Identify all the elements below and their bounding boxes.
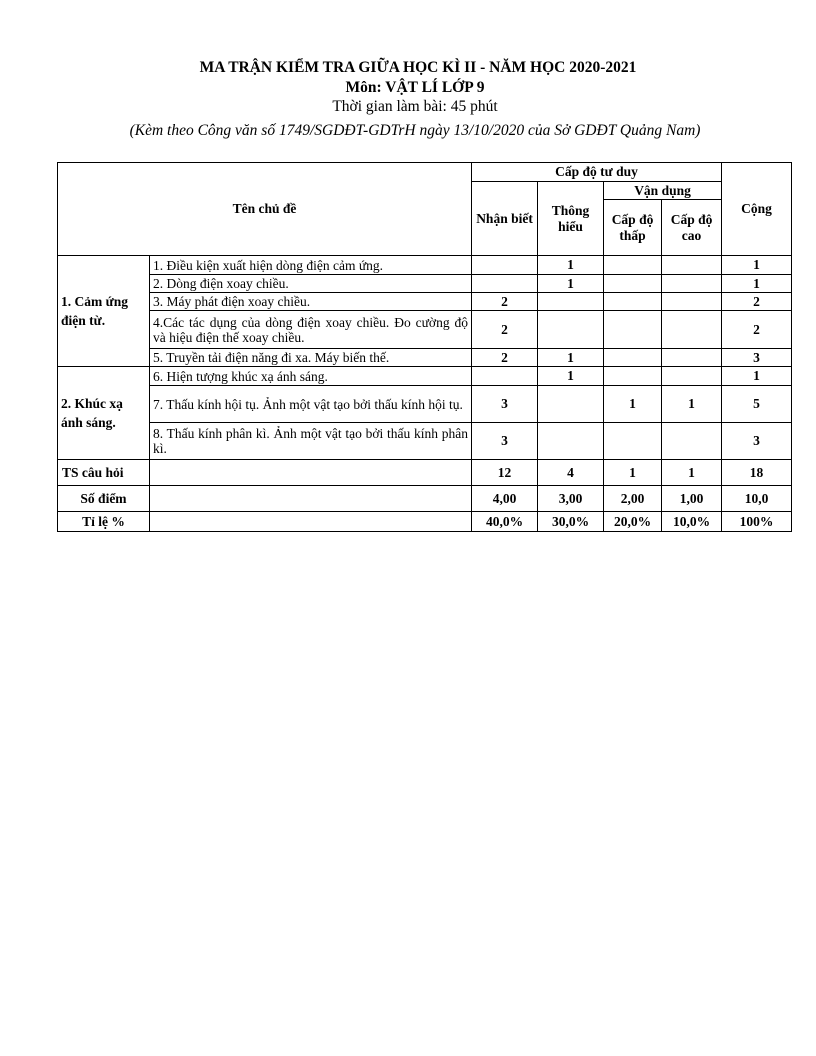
subtopic-label: 5. Truyền tải điện năng đi xa. Máy biến thế. xyxy=(150,349,472,367)
subtopic-label: 1. Điều kiện xuất hiện dòng điện cảm ứng. xyxy=(150,256,472,275)
header-apply: Vận dụng xyxy=(604,182,722,200)
cell-apply-high xyxy=(662,311,722,349)
document-title: MA TRẬN KIỂM TRA GIỮA HỌC KÌ II - NĂM HỌC 2020-2021 xyxy=(199,59,637,76)
cell-apply-low xyxy=(604,423,662,460)
cell-recognize: 3 xyxy=(472,386,538,423)
cell-apply-low: 2,00 xyxy=(604,486,662,512)
summary-label: Số điểm xyxy=(58,486,150,512)
cell-recognize: 2 xyxy=(472,349,538,367)
cell-apply-high xyxy=(662,349,722,367)
cell-apply-high: 1,00 xyxy=(662,486,722,512)
cell-apply-high xyxy=(662,293,722,311)
subject-line: Môn: VẬT LÍ LỚP 9 xyxy=(345,79,485,96)
subtopic-label: 3. Máy phát điện xoay chiều. xyxy=(150,293,472,311)
subtopic-label: 6. Hiện tượng khúc xạ ánh sáng. xyxy=(150,367,472,386)
header-total: Cộng xyxy=(722,163,792,256)
cell-understand: 3,00 xyxy=(538,486,604,512)
cell-total: 1 xyxy=(722,367,792,386)
cell-total: 2 xyxy=(722,293,792,311)
header-recognize: Nhận biết xyxy=(472,182,538,256)
cell-total: 3 xyxy=(722,349,792,367)
table-row xyxy=(58,423,792,460)
cell-recognize xyxy=(472,367,538,386)
table-row xyxy=(58,311,792,349)
summary-label: Tỉ lệ % xyxy=(58,512,150,532)
cell-apply-low xyxy=(604,293,662,311)
cell-understand: 1 xyxy=(538,275,604,293)
cell-apply-high xyxy=(662,275,722,293)
cell-apply-low: 1 xyxy=(604,386,662,423)
cell-total: 18 xyxy=(722,460,792,486)
cell-total: 10,0 xyxy=(722,486,792,512)
cell-recognize: 12 xyxy=(472,460,538,486)
summary-empty-cell xyxy=(150,486,472,512)
header-apply-high: Cấp độ cao xyxy=(662,200,722,256)
cell-understand: 1 xyxy=(538,256,604,275)
header-understand: Thông hiểu xyxy=(538,182,604,256)
cell-understand: 30,0% xyxy=(538,512,604,532)
cell-recognize xyxy=(472,275,538,293)
cell-apply-high: 1 xyxy=(662,386,722,423)
cell-total: 100% xyxy=(722,512,792,532)
summary-row xyxy=(58,486,792,512)
cell-apply-low xyxy=(604,275,662,293)
document-header xyxy=(0,58,816,142)
cell-apply-low xyxy=(604,256,662,275)
cell-recognize: 2 xyxy=(472,311,538,349)
summary-label: TS câu hỏi xyxy=(58,460,150,486)
exam-matrix-table xyxy=(57,162,792,532)
cell-recognize: 40,0% xyxy=(472,512,538,532)
cell-apply-high xyxy=(662,423,722,460)
cell-understand xyxy=(538,386,604,423)
table-row xyxy=(58,256,792,275)
cell-understand xyxy=(538,311,604,349)
cell-apply-high xyxy=(662,367,722,386)
summary-empty-cell xyxy=(150,460,472,486)
subtopic-label: 4.Các tác dụng của dòng điện xoay chiều. Đo cường độ và hiệu điện thế xoay chiều. xyxy=(150,311,472,349)
header-cognitive-level: Cấp độ tư duy xyxy=(472,163,722,182)
header-apply-low: Cấp độ thấp xyxy=(604,200,662,256)
summary-row xyxy=(58,460,792,486)
table-row xyxy=(58,349,792,367)
cell-recognize: 4,00 xyxy=(472,486,538,512)
summary-empty-cell xyxy=(150,512,472,532)
cell-understand: 1 xyxy=(538,349,604,367)
summary-row xyxy=(58,512,792,532)
cell-recognize: 2 xyxy=(472,293,538,311)
cell-apply-low: 1 xyxy=(604,460,662,486)
duration-line: Thời gian làm bài: 45 phút xyxy=(332,98,498,115)
cell-apply-high: 10,0% xyxy=(662,512,722,532)
header-topic: Tên chủ đề xyxy=(58,163,472,256)
reference-note: (Kèm theo Công văn số 1749/SGDĐT-GDTrH ngày 13/10/2020 của Sở GDĐT Quảng Nam) xyxy=(129,122,701,139)
cell-total: 3 xyxy=(722,423,792,460)
subtopic-label: 2. Dòng điện xoay chiều. xyxy=(150,275,472,293)
cell-total: 1 xyxy=(722,275,792,293)
subtopic-label: 8. Thấu kính phân kì. Ảnh một vật tạo bởi thấu kính phân kì. xyxy=(150,423,472,460)
table-row xyxy=(58,367,792,386)
cell-recognize: 3 xyxy=(472,423,538,460)
table-row xyxy=(58,386,792,423)
group-label: 1. Cảm ứng điện từ. xyxy=(58,256,150,367)
cell-total: 1 xyxy=(722,256,792,275)
cell-understand xyxy=(538,423,604,460)
cell-apply-low xyxy=(604,367,662,386)
cell-apply-low xyxy=(604,349,662,367)
cell-understand: 4 xyxy=(538,460,604,486)
cell-total: 5 xyxy=(722,386,792,423)
cell-understand xyxy=(538,293,604,311)
cell-apply-low xyxy=(604,311,662,349)
cell-recognize xyxy=(472,256,538,275)
table-row xyxy=(58,275,792,293)
table-row xyxy=(58,293,792,311)
cell-apply-high xyxy=(662,256,722,275)
subtopic-label: 7. Thấu kính hội tụ. Ảnh một vật tạo bởi thấu kính hội tụ. xyxy=(150,386,472,423)
cell-apply-low: 20,0% xyxy=(604,512,662,532)
group-label: 2. Khúc xạ ánh sáng. xyxy=(58,367,150,460)
cell-understand: 1 xyxy=(538,367,604,386)
cell-apply-high: 1 xyxy=(662,460,722,486)
cell-total: 2 xyxy=(722,311,792,349)
